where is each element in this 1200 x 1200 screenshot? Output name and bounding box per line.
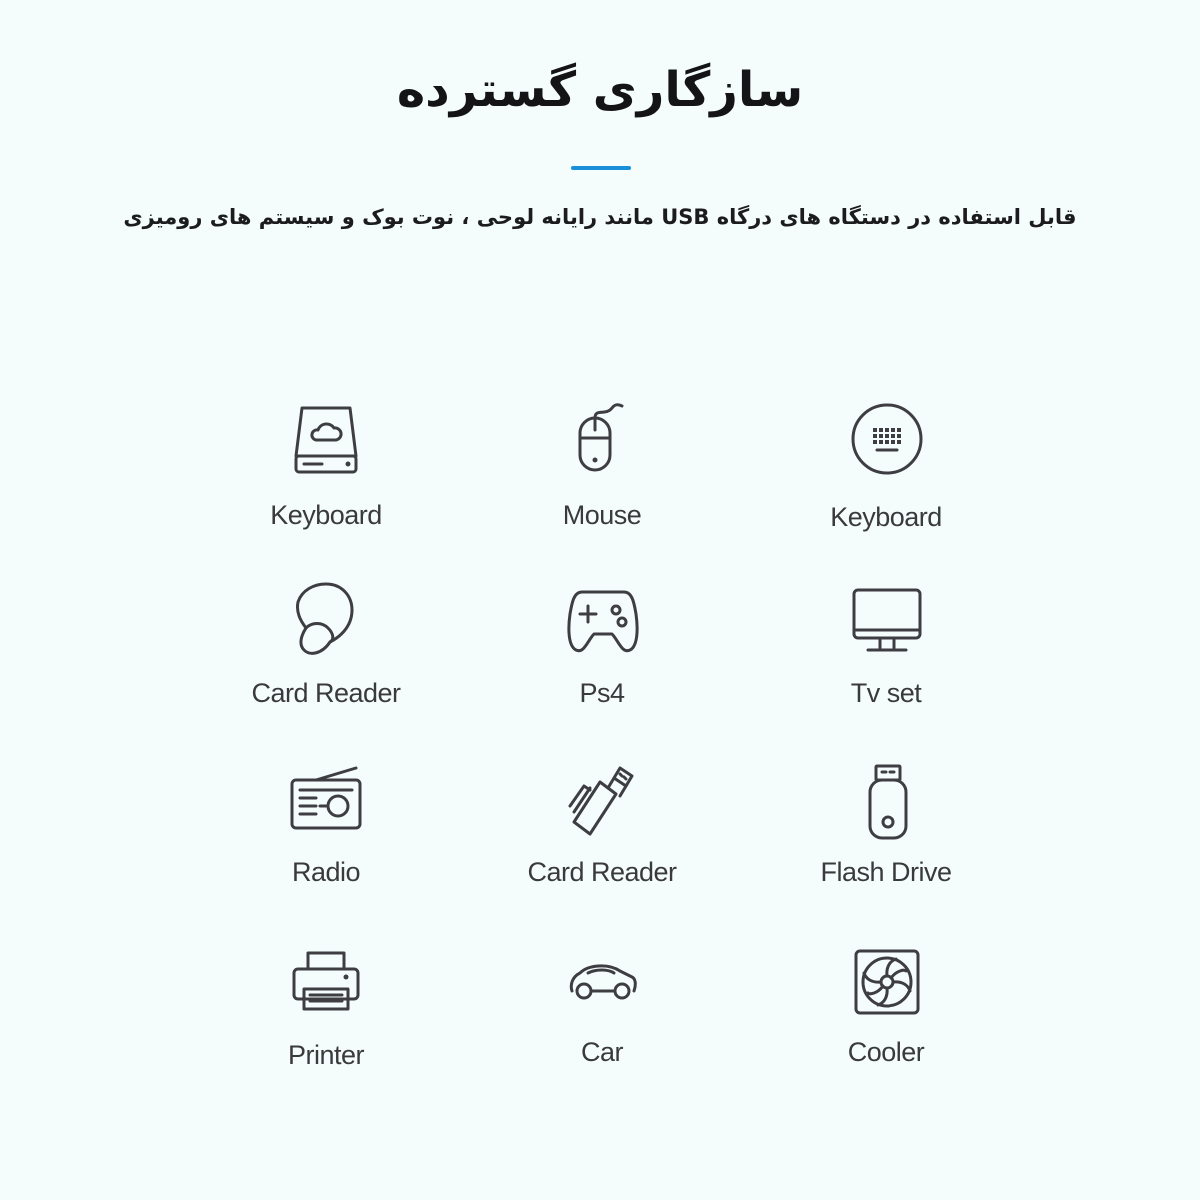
device-item bbox=[756, 580, 1016, 730]
device-label: Cooler bbox=[847, 1037, 925, 1067]
device-item bbox=[196, 580, 456, 730]
usb-stick-icon bbox=[562, 760, 642, 840]
printer-icon bbox=[286, 945, 366, 1025]
gamepad-icon bbox=[562, 580, 642, 660]
device-item bbox=[472, 945, 732, 1095]
device-item bbox=[756, 760, 1016, 910]
page-subtitle: قابل استفاده در دستگاه های درگاه USB مانند رایانه لوحی ، نوت بوک و سیستم های رومیزی bbox=[123, 205, 1077, 229]
device-label: Ps4 bbox=[579, 678, 625, 708]
device-label: Printer bbox=[287, 1040, 365, 1070]
device-item bbox=[196, 945, 456, 1095]
device-label: Card Reader bbox=[527, 857, 677, 887]
device-item bbox=[196, 400, 456, 550]
flash-drive-icon bbox=[846, 760, 926, 840]
device-item bbox=[472, 580, 732, 730]
radio-icon bbox=[286, 760, 366, 840]
device-item bbox=[196, 760, 456, 910]
mouse-icon bbox=[562, 400, 642, 480]
device-label: Car bbox=[580, 1037, 623, 1067]
device-label: Mouse bbox=[562, 500, 642, 530]
keyboard-icon bbox=[846, 400, 926, 480]
device-label: Card Reader bbox=[251, 678, 401, 708]
title-underline bbox=[571, 166, 631, 170]
device-item bbox=[472, 400, 732, 550]
device-label: Tv set bbox=[850, 678, 922, 708]
page-title: سازگاری گسترده bbox=[396, 62, 804, 118]
car-icon bbox=[562, 945, 642, 1025]
device-label: Flash Drive bbox=[820, 857, 952, 887]
cloud-storage-icon bbox=[286, 400, 366, 480]
mouse-pad-icon bbox=[286, 580, 366, 660]
device-item bbox=[472, 760, 732, 910]
device-item bbox=[756, 945, 1016, 1095]
device-item bbox=[756, 400, 1016, 550]
device-label: Radio bbox=[291, 857, 361, 887]
fan-icon bbox=[846, 945, 926, 1025]
device-label: Keyboard bbox=[830, 502, 942, 532]
device-label: Keyboard bbox=[270, 500, 382, 530]
monitor-icon bbox=[846, 580, 926, 660]
